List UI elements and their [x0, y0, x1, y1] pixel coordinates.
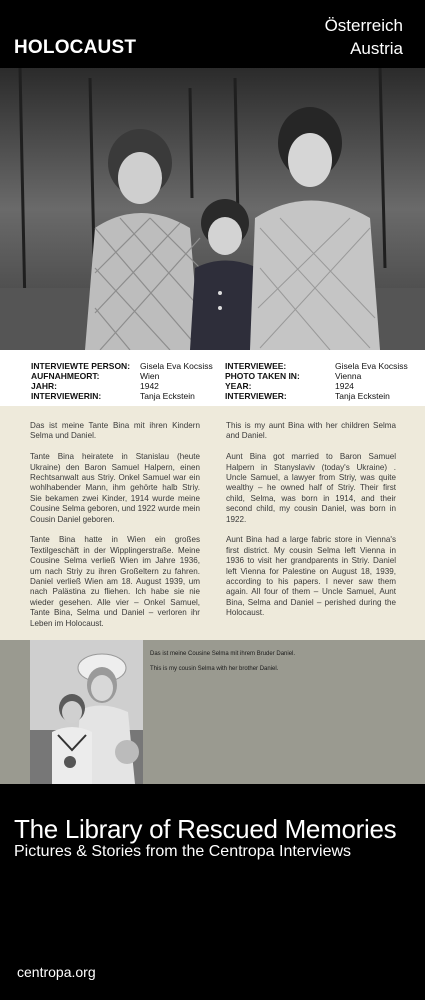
story-paragraph: Tante Bina heiratete in Stanislau (heute Ukraine) den Baron Samuel Halpern, einen Rechtsanwalt aus Striy. Onkel Samuel war ein wohlhabender Mann, ihm gehörte halb Striy. Sie bekamen zwei Kinder, 1914 wurde meine Cousine Selma geboren, und 1922 wurde mein Cousin Daniel geboren.: [30, 452, 200, 524]
story-text: [0, 406, 425, 640]
info-value-de: 1942: [140, 381, 159, 391]
interview-info: [0, 350, 425, 406]
info-label-de: JAHR:: [31, 381, 57, 391]
info-label-en: YEAR:: [225, 381, 252, 391]
info-label-de: AUFNAHMEORT:: [31, 371, 100, 381]
footer: [0, 784, 425, 1000]
info-value-de: Wien: [140, 371, 160, 381]
page-title: HOLOCAUST: [14, 37, 137, 58]
info-row-place: [0, 371, 425, 381]
story-paragraph: Aunt Bina had a large fabric store in Vienna's first district. My cousin Selma left Vienna in 1936 to visit her grandparents in Striy. Daniel left Vienna for Palestine on August 18, 1939, according to his papers. I never saw them again. All four of them – Uncle Samuel, Aunt Bina, Selma and Daniel – perished during the Holocaust.: [226, 535, 396, 618]
story-paragraph: Aunt Bina got married to Baron Samuel Halpern in Stanyslaviv (today's Ukraine) . Uncle Samuel, a lawyer from Striy, was quite wealthy – he owned half of Striy. Their first child, Selma, was born in 1914, and their second child, my cousin Daniel, was born in 1922.: [226, 452, 396, 524]
info-label-de: INTERVIEWERIN:: [31, 391, 102, 401]
info-value-de: Gisela Eva Kocsiss: [140, 361, 213, 371]
family-photo-illustration: [0, 68, 425, 350]
story-column-de: [30, 421, 200, 639]
story-column-en: [226, 421, 396, 629]
info-label-en: INTERVIEWEE:: [225, 361, 287, 371]
header: [0, 0, 425, 68]
info-value-de: Tanja Eckstein: [140, 391, 195, 401]
story-paragraph: Tante Bina hatte in Wien ein großes Textilgeschäft in der Wipplingerstraße. Meine Cousine Selma verließ Wien im Jahre 1936, um nach Striy zu ihren Großeltern zu fahren. Daniel verließ Wien am 18. August 1939, um nach Palästina zu fliehen. Ich habe sie nie wieder gesehen. Alle vier – Onkel Samuel, Tante Bina, Selma und Daniel – verloren ihr Leben im Holocaust.: [30, 535, 200, 628]
family-photo: [0, 68, 425, 350]
website-link[interactable]: centropa.org: [17, 964, 96, 980]
info-row-interviewer: [0, 391, 425, 401]
info-value-en: Vienna: [335, 371, 362, 381]
story-paragraph: This is my aunt Bina with her children Selma and Daniel.: [226, 421, 396, 441]
info-label-en: INTERVIEWER:: [225, 391, 287, 401]
info-value-en: 1924: [335, 381, 354, 391]
country-label: [325, 14, 403, 60]
library-subtitle: Pictures & Stories from the Centropa Interviews: [14, 843, 352, 860]
info-label-de: INTERVIEWTE PERSON:: [31, 361, 131, 371]
info-value-en: Tanja Eckstein: [335, 391, 390, 401]
cousin-photo: [30, 640, 143, 784]
story-paragraph: Das ist meine Tante Bina mit ihren Kindern Selma und Daniel.: [30, 421, 200, 441]
cousin-photo-illustration: [30, 640, 143, 784]
country-de: Österreich: [324, 16, 403, 35]
photo-caption-de: Das ist meine Cousine Selma mit ihrem Bruder Daniel.: [150, 651, 296, 657]
info-label-en: PHOTO TAKEN IN:: [225, 371, 300, 381]
info-row-person: [0, 361, 425, 371]
photo-caption-en: This is my cousin Selma with her brother Daniel.: [150, 666, 279, 672]
info-row-year: [0, 381, 425, 391]
library-title: The Library of Rescued Memories: [14, 814, 397, 844]
country-en: Austria: [350, 39, 403, 58]
info-value-en: Gisela Eva Kocsiss: [335, 361, 408, 371]
